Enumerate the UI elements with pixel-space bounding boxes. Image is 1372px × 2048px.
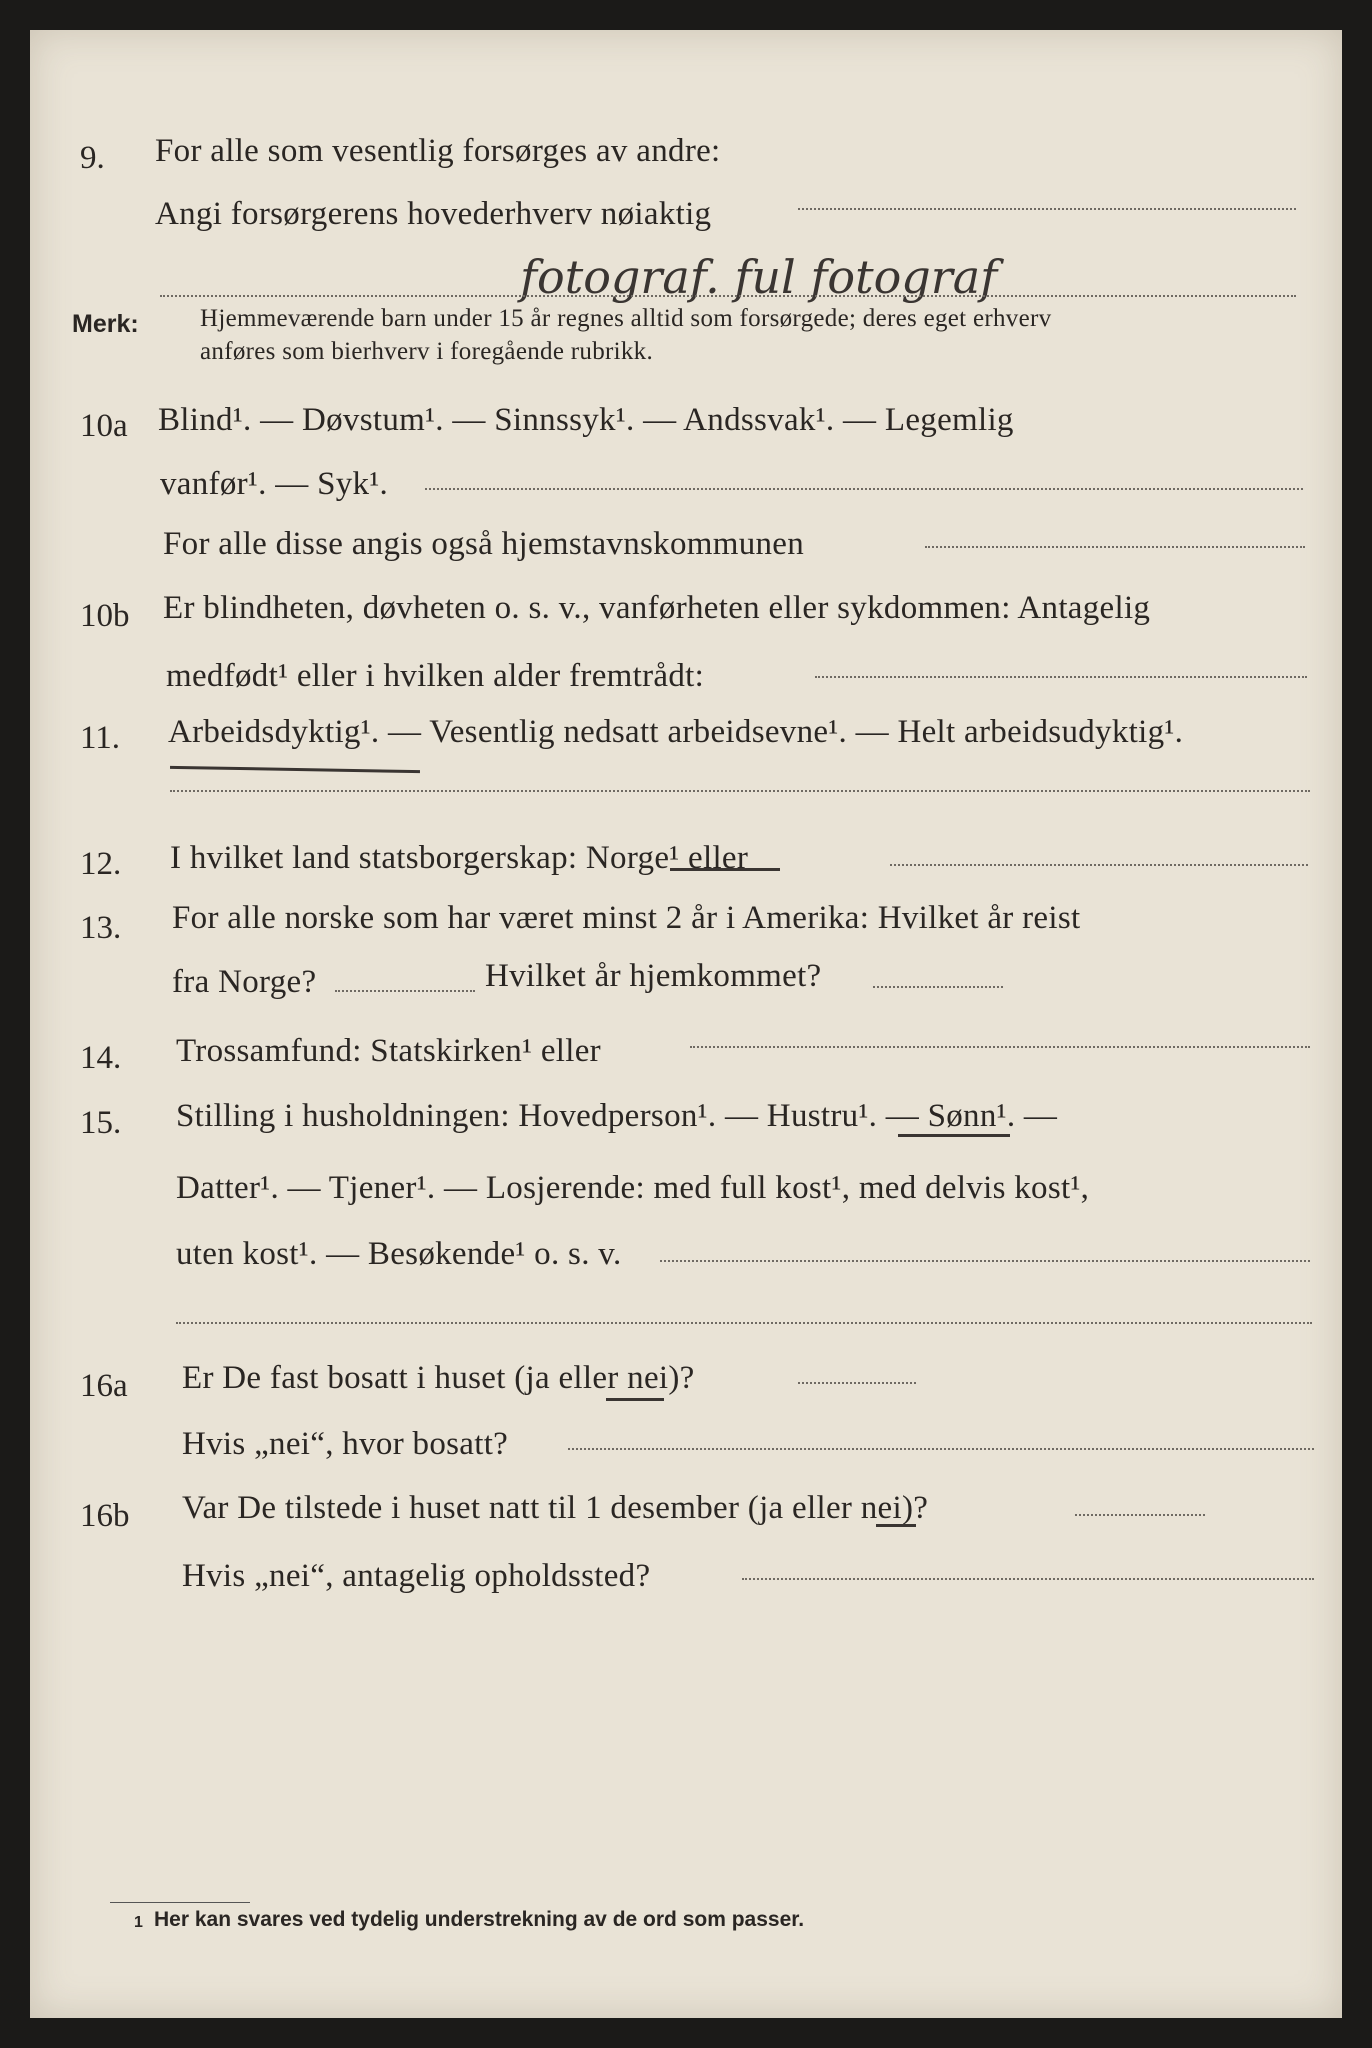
- q12-number: 12.: [80, 846, 122, 882]
- census-form-page: [30, 30, 1342, 2018]
- merk-line1: Hjemmeværende barn under 15 år regnes alltid som forsørgede; deres eget erhverv: [200, 305, 1052, 332]
- q11-answer-line: [170, 790, 1310, 792]
- q10b-line1: Er blindheten, døvheten o. s. v., vanførheten eller sykdommen: Antagelig: [163, 590, 1151, 626]
- q15-answer-line: [660, 1260, 1310, 1262]
- q13-line1: For alle norske som har været minst 2 år i Amerika: Hvilket år reist: [172, 900, 1081, 936]
- q16a-line2: Hvis „nei“, hvor bosatt?: [182, 1426, 509, 1462]
- footnote-separator: [110, 1902, 250, 1903]
- q15-handwritten-underline: [898, 1134, 1010, 1137]
- q15-answer-line-2: [176, 1322, 1312, 1324]
- q10a-municipality-line: [925, 546, 1305, 548]
- q10b-number: 10b: [80, 598, 130, 634]
- q16b-number: 16b: [80, 1498, 130, 1534]
- q10a-line2: vanfør¹. — Syk¹.: [160, 466, 389, 502]
- q13-line2b: Hvilket år hjemkommet?: [485, 958, 822, 994]
- merk-line2: anføres som bierhverv i foregående rubrikk.: [200, 338, 654, 365]
- merk-label: Merk:: [72, 310, 139, 338]
- q16b-location-line: [742, 1578, 1314, 1580]
- q9-line1: For alle som vesentlig forsørges av andre:: [155, 133, 721, 169]
- q11-number: 11.: [80, 720, 121, 756]
- q15-line1: Stilling i husholdningen: Hovedperson¹. — Hustru¹. — Sønn¹. —: [176, 1098, 1058, 1134]
- q15-number: 15.: [80, 1105, 122, 1141]
- q14-line1: Trossamfund: Statskirken¹ eller: [176, 1033, 601, 1069]
- q9-handwritten-answer: fotograf. ful fotograf: [520, 250, 998, 304]
- q12-answer-line: [890, 864, 1308, 866]
- q13-line2a: fra Norge?: [172, 964, 317, 1000]
- q13-year-left-line: [335, 990, 475, 992]
- q14-answer-line: [690, 1046, 1310, 1048]
- q10a-answer-line: [425, 488, 1303, 490]
- q16a-number: 16a: [80, 1368, 128, 1404]
- q13-number: 13.: [80, 910, 122, 946]
- q12-handwritten-underline: [670, 868, 780, 871]
- q10b-line2: medfødt¹ eller i hvilken alder fremtrådt:: [166, 658, 705, 694]
- q16b-line1: Var De tilstede i huset natt til 1 desember (ja eller nei)?: [182, 1490, 929, 1526]
- q13-year-returned-line: [873, 986, 1003, 988]
- q9-number: 9.: [80, 140, 105, 176]
- q10a-number: 10a: [80, 408, 128, 444]
- q16b-answer-line: [1075, 1514, 1205, 1516]
- footnote-text: Her kan svares ved tydelig understrekning av de ord som passer.: [154, 1908, 805, 1931]
- q9-line2: Angi forsørgerens hovederhverv nøiaktig: [155, 196, 712, 232]
- q16b-line2: Hvis „nei“, antagelig opholdssted?: [182, 1558, 651, 1594]
- q14-number: 14.: [80, 1040, 122, 1076]
- q9-answer-line: [798, 208, 1296, 210]
- q15-line2: Datter¹. — Tjener¹. — Losjerende: med full kost¹, med delvis kost¹,: [176, 1170, 1090, 1206]
- q16a-answer-line: [798, 1382, 916, 1384]
- q16a-location-line: [568, 1448, 1314, 1450]
- q11-handwritten-underline: [170, 766, 420, 773]
- footnote-mark: 1: [134, 1914, 143, 1931]
- q16a-handwritten-underline: [606, 1398, 664, 1401]
- q10a-line1: Blind¹. — Døvstum¹. — Sinnssyk¹. — Andssvak¹. — Legemlig: [158, 402, 1014, 438]
- q10b-answer-line: [815, 676, 1307, 678]
- q15-line3: uten kost¹. — Besøkende¹ o. s. v.: [176, 1236, 622, 1272]
- q12-line1: I hvilket land statsborgerskap: Norge¹ eller: [170, 840, 749, 876]
- q11-line1: Arbeidsdyktig¹. — Vesentlig nedsatt arbeidsevne¹. — Helt arbeidsudyktig¹.: [168, 714, 1184, 750]
- q9-answer-line-2: [160, 295, 1296, 297]
- q16b-handwritten-underline: [876, 1524, 916, 1527]
- q16a-line1: Er De fast bosatt i huset (ja eller nei)?: [182, 1360, 695, 1396]
- q10a-line3: For alle disse angis også hjemstavnskommunen: [163, 526, 805, 562]
